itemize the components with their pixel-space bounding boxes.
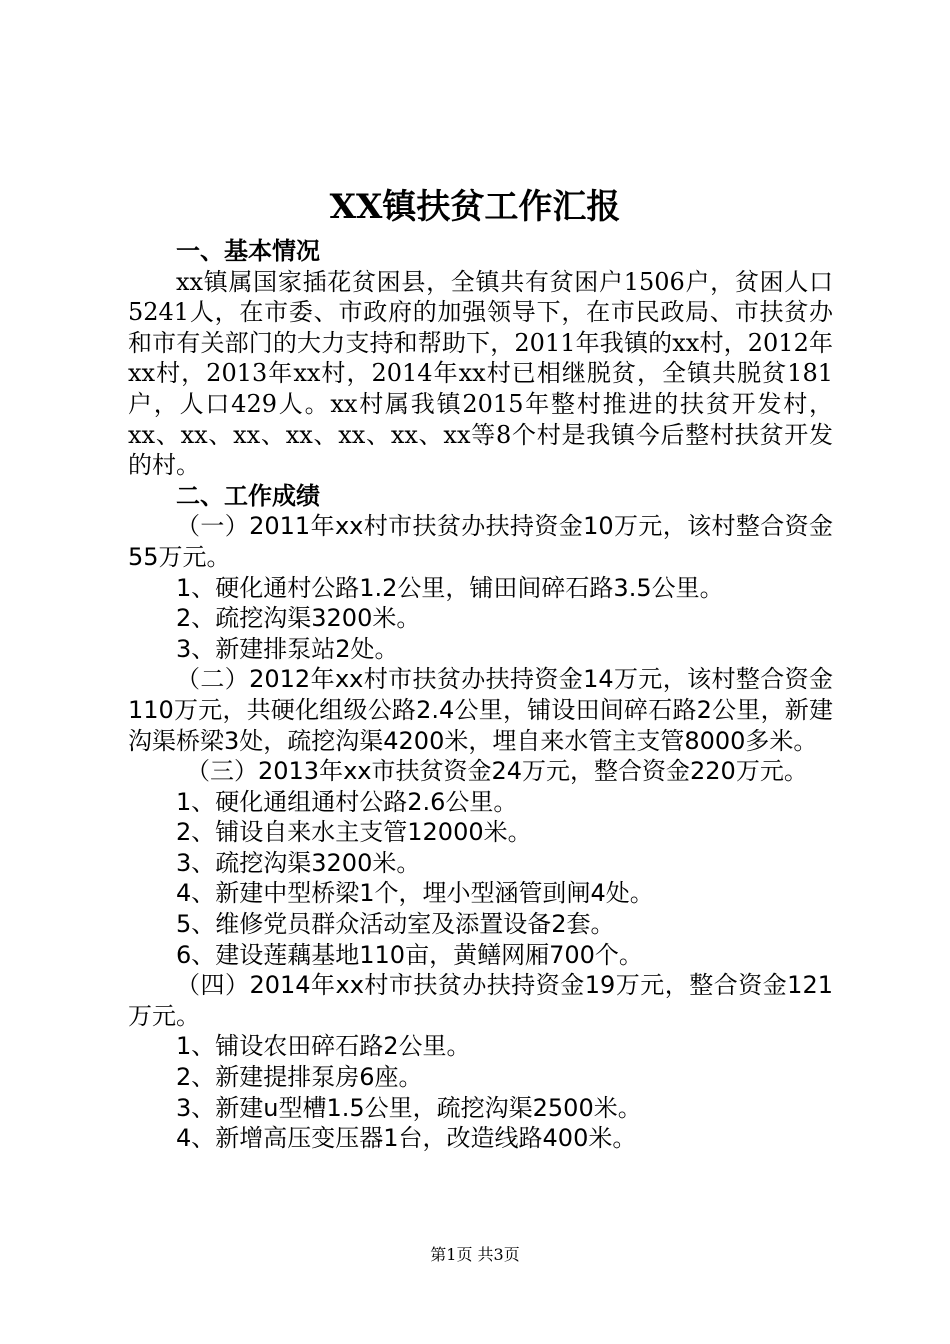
list-item: 3、新建排泵站2处。 [176,634,399,663]
document-body [128,236,833,1154]
result-item-2012: （二）2012年xx村市扶贫办扶持资金14万元，该村整合资金110万元，共硬化组级公路2.4公里，铺设田间碎石路2公里，新建沟渠桥梁3处，疏挖沟渠4200米，埋自来水管主支管8000多米。 [128,665,833,755]
list-item: 2、疏挖沟渠3200米。 [176,604,421,633]
list-item: 1、铺设农田碎石路2公里。 [176,1032,471,1061]
section-heading-basic: 一、基本情况 [176,236,320,265]
document-title: XX镇扶贫工作汇报 [329,187,621,227]
list-item: 3、新建u型槽1.5公里，疏挖沟渠2500米。 [176,1093,642,1122]
list-item: 1、硬化通组通村公路2.6公里。 [176,787,518,816]
list-item: 2、新建提排泵房6座。 [176,1063,423,1092]
list-item: 3、疏挖沟渠3200米。 [176,848,421,877]
list-item: 1、硬化通村公路1.2公里，铺田间碎石路3.5公里。 [176,573,724,602]
list-item: 2、铺设自来水主支管12000米。 [176,818,532,847]
page-footer: 第1页 共3页 [430,1245,520,1264]
list-item: 5、维修党员群众活动室及添置设备2套。 [176,910,615,939]
list-item: 4、新增高压变压器1台，改造线路400米。 [176,1124,637,1153]
result-item-2011: （一）2011年xx村市扶贫办扶持资金10万元，该村整合资金55万元。 [128,512,833,571]
basic-situation-paragraph: xx镇属国家插花贫困县，全镇共有贫困户1506户，贫困人口5241人，在市委、市政府的加强领导下，在市民政局、市扶贫办和市有关部门的大力支持和帮助下，2011年我镇的xx村，2012年xx村，2013年xx村，2014年xx村已相继脱贫，全镇共脱贫181户，人口429人。xx村属我镇2015年整村推进的扶贫开发村，xx、xx、xx、xx、xx、xx、xx等8个村是我镇今后整村扶贫开发的村。 [128,267,833,480]
section-heading-results: 二、工作成绩 [176,480,320,510]
result-item-2013: （三）2013年xx市扶贫资金24万元，整合资金220万元。 [186,757,808,786]
list-item: 4、新建中型桥梁1个，埋小型涵管刯闸4处。 [176,879,654,908]
result-item-2014: （四）2014年xx村市扶贫办扶持资金19万元，整合资金121万元。 [128,971,833,1030]
list-item: 6、建设莲藕基地110亩，黄鳝网厢700个。 [176,940,643,969]
